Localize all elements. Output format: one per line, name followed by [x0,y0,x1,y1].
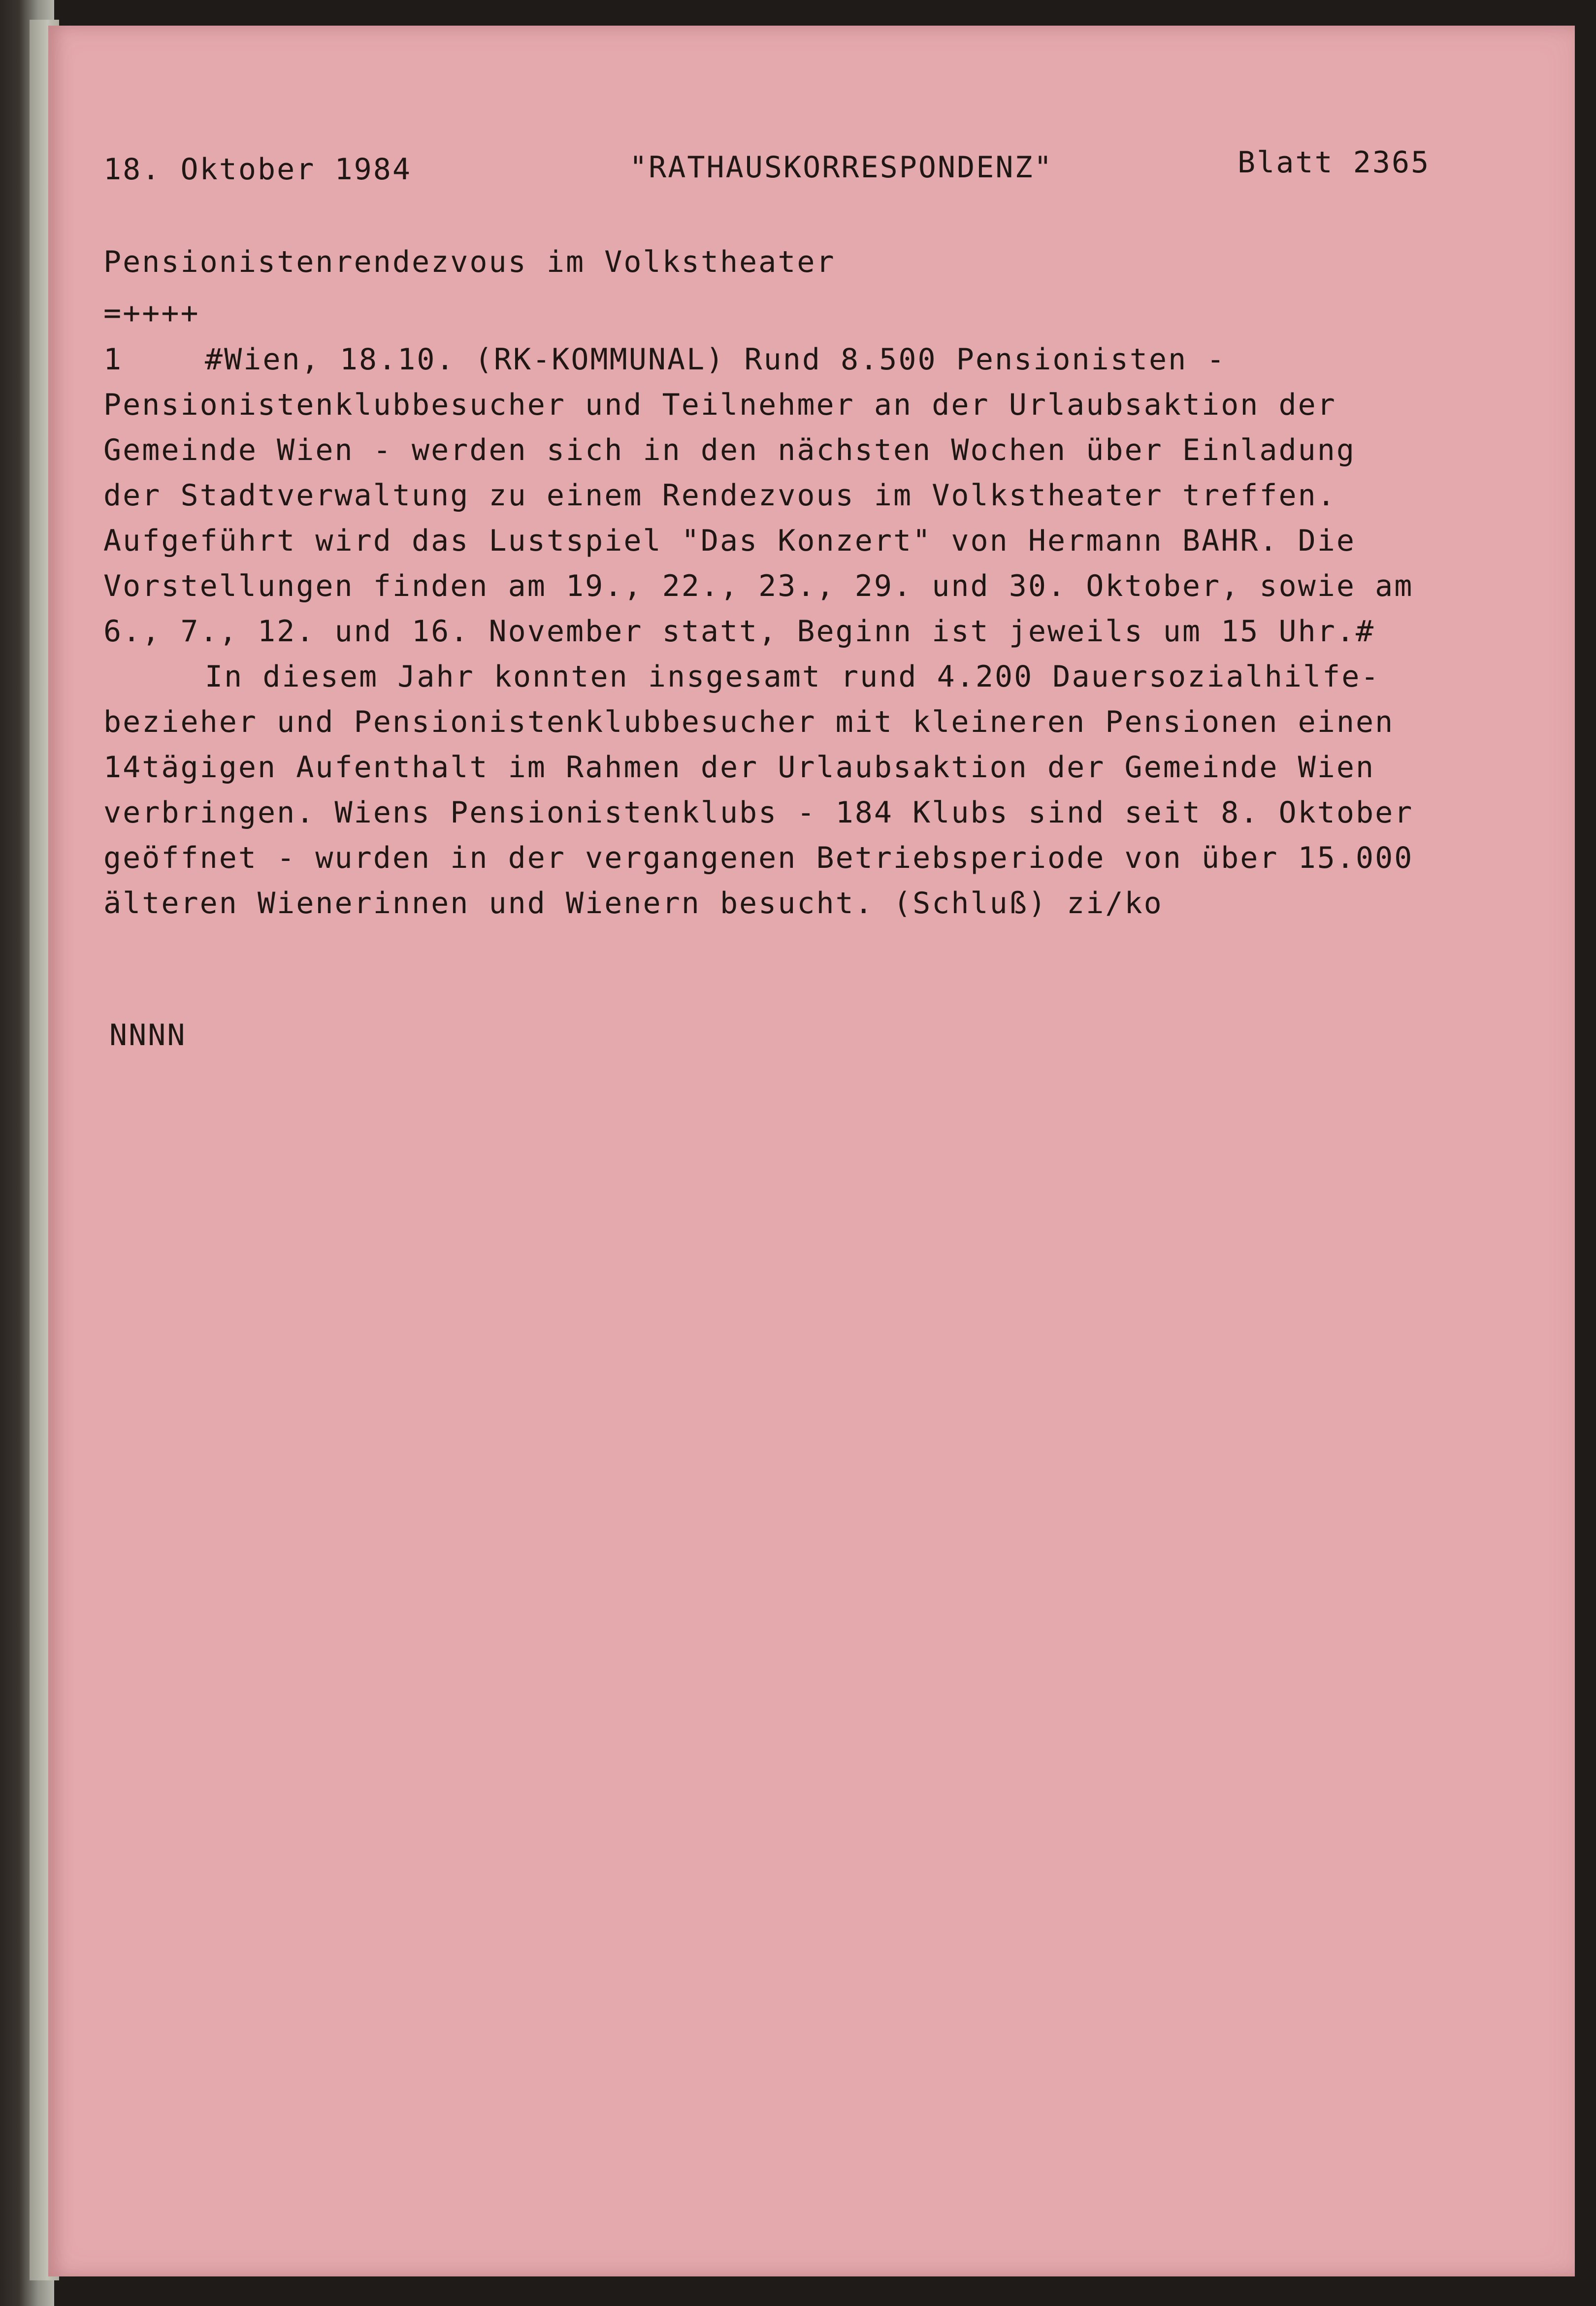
item-number: 1 [103,342,123,377]
article-line: verbringen. Wiens Pensionistenklubs - 184 Klubs sind seit 8. Oktober [103,795,1414,830]
article-line: Gemeinde Wien - werden sich in den nächsten Wochen über Einladung [103,433,1356,467]
article-line: geöffnet - wurden in der vergangenen Betriebsperiode von über 15.000 [103,841,1414,875]
article-line: älteren Wienerinnen und Wienern besucht. (Schluß) zi/ko [103,886,1163,921]
document-page [48,26,1575,2276]
header-sheet-number: Blatt 2365 [1238,145,1431,180]
article-line: Vorstellungen finden am 19., 22., 23., 29. und 30. Oktober, sowie am [103,569,1414,603]
article-line: Aufgeführt wird das Lustspiel "Das Konzert" von Hermann BAHR. Die [103,524,1356,558]
end-mark: NNNN [109,1018,187,1053]
header-publication: "RATHAUSKORRESPONDENZ" [629,150,1053,185]
article-line: bezieher und Pensionistenklubbesucher mit kleineren Pensionen einen [103,705,1395,739]
article-line: #Wien, 18.10. (RK-KOMMUNAL) Rund 8.500 Pensionisten - [205,342,1226,377]
article-line: der Stadtverwaltung zu einem Rendezvous im Volkstheater treffen. [103,478,1336,513]
article-line: 6., 7., 12. und 16. November statt, Beginn ist jeweils um 15 Uhr.# [103,614,1375,649]
article-line: In diesem Jahr konnten insgesamt rund 4.200 Dauersozialhilfe- [205,659,1380,694]
headline-separator: =++++ [103,296,200,330]
article-line: Pensionistenklubbesucher und Teilnehmer an der Urlaubsaktion der [103,388,1336,422]
article-headline: Pensionistenrendezvous im Volkstheater [103,245,836,279]
header-date: 18. Oktober 1984 [103,152,412,187]
article-line: 14tägigen Aufenthalt im Rahmen der Urlaubsaktion der Gemeinde Wien [103,750,1375,785]
